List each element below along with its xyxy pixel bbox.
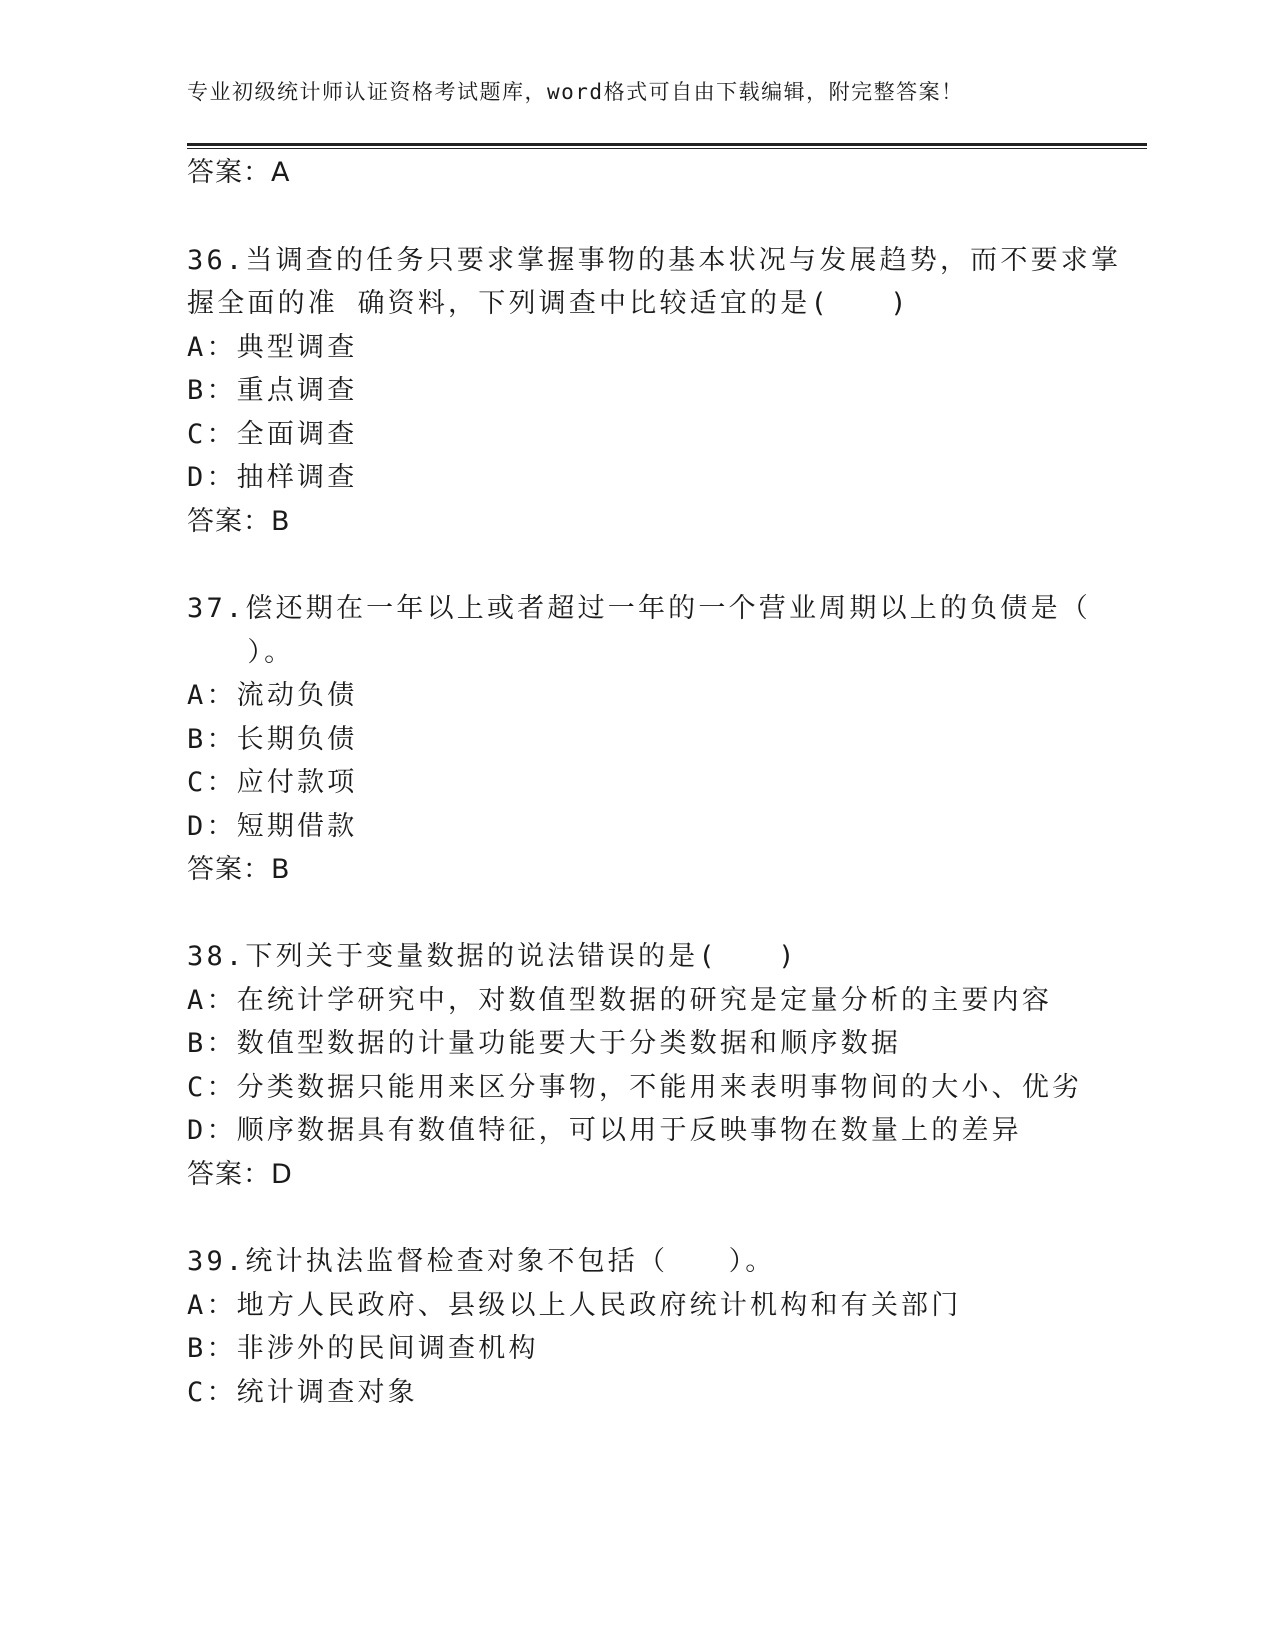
question-37-option-b: B：长期负债 (187, 724, 358, 755)
question-36-option-b: B：重点调查 (187, 375, 358, 406)
question-37-option-a: A：流动负债 (187, 680, 358, 711)
question-36-option-c: C：全面调查 (187, 419, 358, 450)
question-36-stem-line1: 36.当调查的任务只要求掌握事物的基本状况与发展趋势，而不要求掌 (187, 245, 1122, 276)
question-38-option-c: C：分类数据只能用来区分事物，不能用来表明事物间的大小、优劣 (187, 1072, 1083, 1103)
question-37-stem-line2: ）。 (187, 637, 295, 668)
question-37-stem-line1: 37.偿还期在一年以上或者超过一年的一个营业周期以上的负债是（ (187, 593, 1091, 624)
question-36-stem-line2: 握全面的准 确资料，下列调查中比较适宜的是( ) (187, 288, 910, 319)
question-36-option-a: A：典型调查 (187, 332, 358, 363)
header-rule-thick (187, 143, 1147, 146)
answer-36: 答案：B (187, 506, 291, 537)
question-37-option-c: C：应付款项 (187, 767, 358, 798)
page-header: 专业初级统计师认证资格考试题库，word格式可自由下载编辑，附完整答案！ (187, 80, 964, 104)
question-39-stem: 39.统计执法监督检查对象不包括（ ）。 (187, 1246, 776, 1277)
question-38-option-a: A：在统计学研究中，对数值型数据的研究是定量分析的主要内容 (187, 985, 1053, 1016)
question-38-option-d: D：顺序数据具有数值特征，可以用于反映事物在数量上的差异 (187, 1115, 1022, 1146)
question-38-option-b: B：数值型数据的计量功能要大于分类数据和顺序数据 (187, 1028, 902, 1059)
question-39-option-a: A：地方人民政府、县级以上人民政府统计机构和有关部门 (187, 1290, 962, 1321)
question-37-option-d: D：短期借款 (187, 811, 358, 842)
question-39-option-b: B：非涉外的民间调查机构 (187, 1333, 539, 1364)
question-38-stem: 38.下列关于变量数据的说法错误的是( ) (187, 941, 798, 972)
answer-35: 答案：A (187, 157, 291, 188)
answer-37: 答案：B (187, 854, 291, 885)
answer-38: 答案：D (187, 1159, 293, 1190)
question-39-option-c: C：统计调查对象 (187, 1377, 418, 1408)
question-36-option-d: D：抽样调查 (187, 462, 358, 493)
header-rule-thin (187, 148, 1147, 149)
